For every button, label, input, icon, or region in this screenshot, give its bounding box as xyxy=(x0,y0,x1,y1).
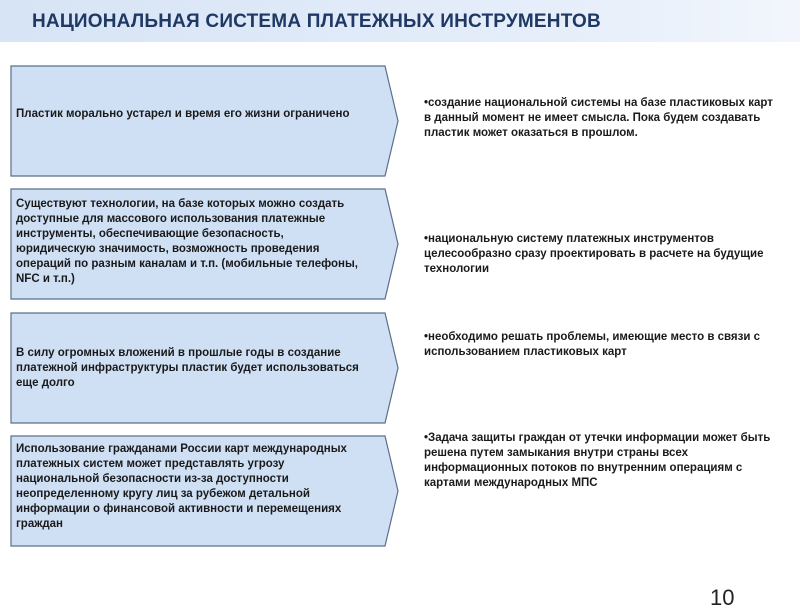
reason-text-3: В силу огромных вложений в прошлые годы в создание платежной инфраструктуры пластик будет использоваться еще долго xyxy=(16,347,359,389)
bullet-icon: • xyxy=(424,97,429,109)
conclusion-text-1: создание национальной системы на базе пластиковых карт в данный момент не имеет смысла. Пока будем создавать пластик может оказаться в прошлом. xyxy=(424,97,773,139)
conclusion-1 xyxy=(424,96,774,141)
page-number: 10 xyxy=(710,585,735,610)
conclusion-text-4: Задача защиты граждан от утечки информации может быть решена путем замыкания внутри страны всех информационных потоков по внутренним операциям с картами международных МПС xyxy=(424,432,771,489)
reason-arrow-4 xyxy=(10,435,400,547)
page-title: НАЦИОНАЛЬНАЯ СИСТЕМА ПЛАТЕЖНЫХ ИНСТРУМЕНТОВ xyxy=(32,11,601,32)
reason-arrow-2 xyxy=(10,188,400,300)
conclusion-4 xyxy=(424,431,774,491)
reason-text-1: Пластик морально устарел и время его жизни ограничено xyxy=(16,108,350,120)
reason-arrow-3 xyxy=(10,312,400,424)
conclusion-3 xyxy=(424,330,774,360)
reason-text-2: Существуют технологии, на базе которых можно создать доступные для массового использования платежные инструменты, обеспечивающие безопасность, юридическую значимость, возможность проведения операций по разным каналам и т.п. (мобильные телефоны, NFC и т.п.) xyxy=(16,198,359,285)
reason-text-4: Использование гражданами России карт международных платежных систем может представлять угрозу национальной безопасности из-за доступности неопределенному кругу лиц за рубежом детальной информации о финансовой активности и перемещениях граждан xyxy=(16,443,347,530)
bullet-icon: • xyxy=(424,331,429,343)
bullet-icon: • xyxy=(424,432,429,444)
bullet-icon: • xyxy=(424,233,429,245)
conclusion-2 xyxy=(424,232,774,277)
conclusion-text-2: национальную систему платежных инструментов целесообразно сразу проектировать в расчете на будущие технологии xyxy=(424,233,764,275)
conclusion-text-3: необходимо решать проблемы, имеющие место в связи с использованием пластиковых карт xyxy=(424,331,761,358)
reason-arrow-1 xyxy=(10,65,400,177)
